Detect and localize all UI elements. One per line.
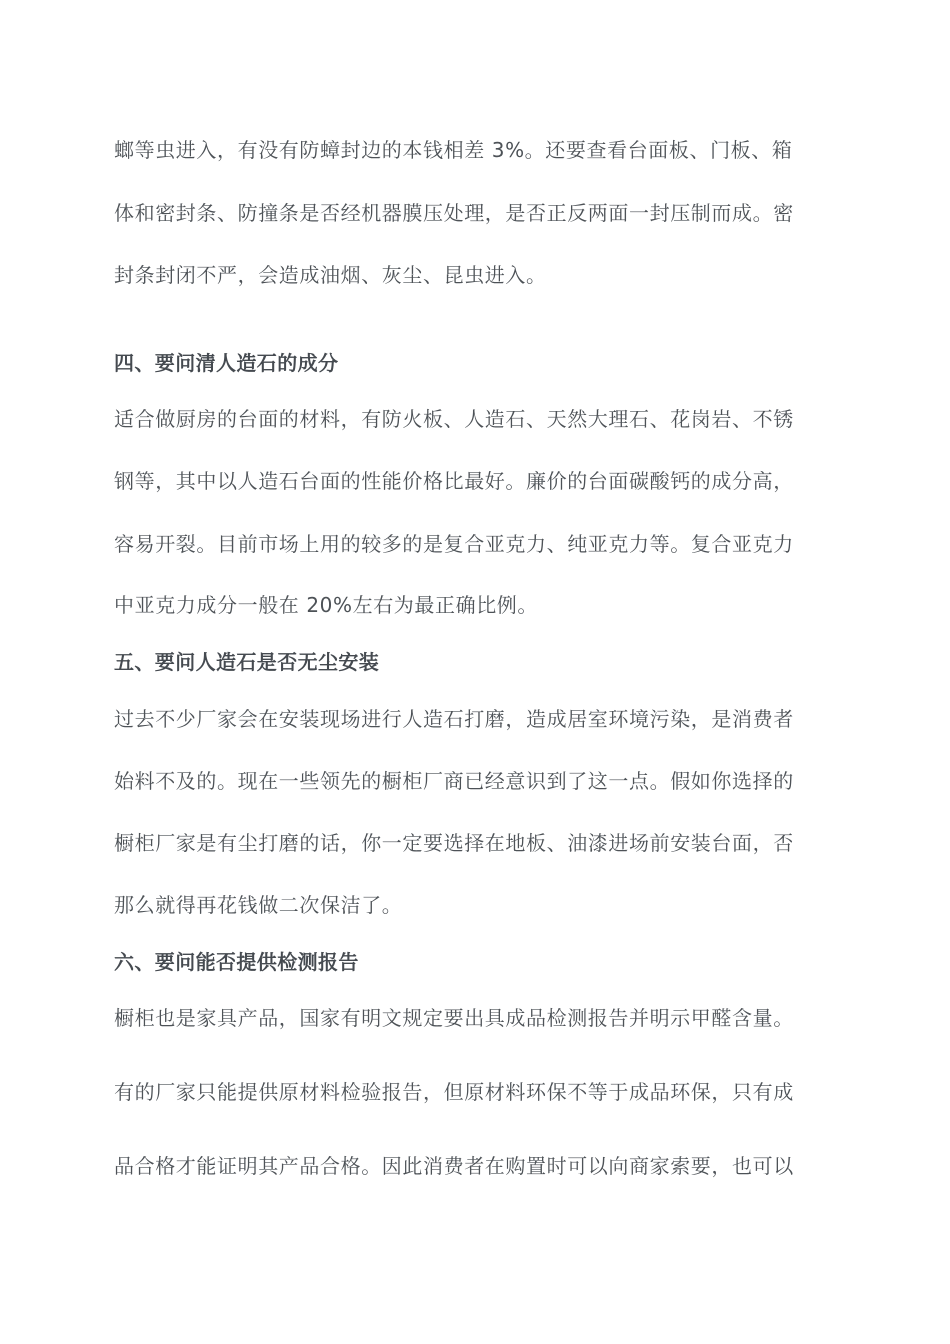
paragraph-line: 品合格才能证明其产品合格。因此消费者在购置时可以向商家索要，也可以 [114, 1154, 794, 1178]
paragraph-line: 体和密封条、防撞条是否经机器膜压处理，是否正反两面一封压制而成。密 [114, 201, 794, 225]
paragraph-line: 橱柜厂家是有尘打磨的话，你一定要选择在地板、油漆进场前安装台面，否 [114, 831, 794, 855]
paragraph-line: 螂等虫进入，有没有防蟑封边的本钱相差 3%。还要查看台面板、门板、箱 [114, 138, 793, 162]
paragraph-line: 钢等，其中以人造石台面的性能价格比最好。廉价的台面碳酸钙的成分高， [114, 469, 794, 493]
paragraph-line: 中亚克力成分一般在 20%左右为最正确比例。 [114, 593, 539, 617]
section-heading: 四、要问清人造石的成分 [114, 351, 339, 375]
paragraph-line: 适合做厨房的台面的材料，有防火板、人造石、天然大理石、花岗岩、不锈 [114, 407, 794, 431]
section-heading: 五、要问人造石是否无尘安装 [114, 650, 380, 674]
section-heading: 六、要问能否提供检测报告 [114, 950, 359, 974]
paragraph-line: 容易开裂。目前市场上用的较多的是复合亚克力、纯亚克力等。复合亚克力 [114, 532, 794, 556]
paragraph-line: 始料不及的。现在一些领先的橱柜厂商已经意识到了这一点。假如你选择的 [114, 769, 794, 793]
paragraph-line: 封条封闭不严，会造成油烟、灰尘、昆虫进入。 [114, 263, 547, 287]
paragraph-line: 过去不少厂家会在安装现场进行人造石打磨，造成居室环境污染，是消费者 [114, 707, 794, 731]
paragraph-line: 有的厂家只能提供原材料检验报告，但原材料环保不等于成品环保，只有成 [114, 1080, 794, 1104]
paragraph-line: 橱柜也是家具产品，国家有明文规定要出具成品检测报告并明示甲醛含量。 [114, 1006, 794, 1030]
paragraph-line: 那么就得再花钱做二次保洁了。 [114, 893, 403, 917]
